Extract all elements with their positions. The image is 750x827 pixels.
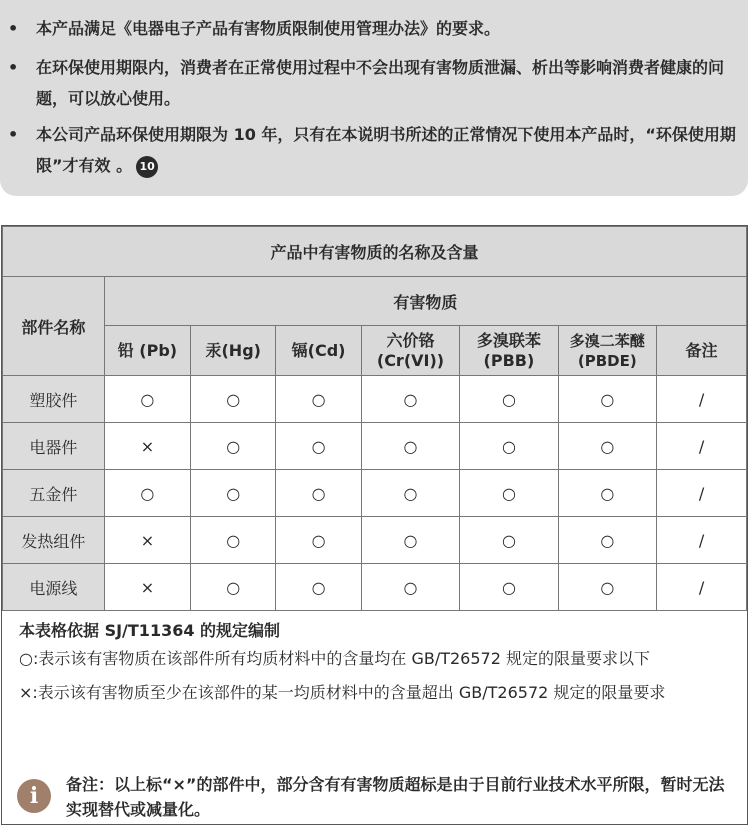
part-name: 塑胶件 — [3, 376, 105, 423]
substance-mark: ○ — [361, 376, 460, 423]
substance-mark: × — [104, 564, 190, 611]
hazardous-substances-panel — [1, 225, 748, 825]
substance-mark: ○ — [276, 564, 361, 611]
substance-mark: ○ — [191, 517, 276, 564]
column-header: 备注 — [657, 326, 747, 376]
substance-mark: ○ — [361, 423, 460, 470]
part-name: 发热组件 — [3, 517, 105, 564]
environmental-period-icon: 10 — [136, 156, 158, 178]
substance-mark: × — [104, 423, 190, 470]
substance-mark: ○ — [191, 564, 276, 611]
column-header: 多溴二苯醚 (PBDE) — [558, 326, 656, 376]
part-name-header: 部件名称 — [3, 277, 105, 376]
column-header: 六价铬 (Cr(VI)) — [361, 326, 460, 376]
column-header: 镉(Cd) — [276, 326, 361, 376]
circle-legend-note: ○:表示该有害物质在该部件所有均质材料中的含量均在 GB/T26572 规定的限量要求以下 — [19, 649, 650, 668]
substance-mark: ○ — [361, 517, 460, 564]
remark-mark: / — [657, 423, 747, 470]
substance-mark: ○ — [276, 423, 361, 470]
substance-mark: ○ — [558, 470, 656, 517]
column-header: 铅 (Pb) — [104, 326, 190, 376]
remark-mark: / — [657, 376, 747, 423]
remark-mark: / — [657, 470, 747, 517]
bullet-dot: • — [8, 125, 19, 144]
remark-mark: / — [657, 517, 747, 564]
substance-mark: × — [104, 517, 190, 564]
substance-mark: ○ — [104, 376, 190, 423]
table-footnotes — [19, 621, 734, 705]
bullet-dot: • — [8, 58, 19, 77]
substance-mark: ○ — [460, 517, 558, 564]
table-row — [3, 470, 747, 517]
substance-mark: ○ — [276, 470, 361, 517]
notice-text: 在环保使用期限内，消费者在正常使用过程中不会出现有害物质泄漏、析出等影响消费者健康的问题，可以放心使用。 — [36, 58, 725, 108]
substance-mark: ○ — [361, 470, 460, 517]
notice-text — [36, 119, 736, 181]
substance-mark: ○ — [558, 423, 656, 470]
table-row — [3, 423, 747, 470]
cross-legend-note: ×:表示该有害物质至少在该部件的某一均质材料中的含量超出 GB/T26572 规定的限量要求 — [19, 683, 666, 702]
substance-mark: ○ — [191, 376, 276, 423]
table-row — [3, 517, 747, 564]
notice-text: 本产品满足《电器电子产品有害物质限制使用管理办法》的要求。 — [36, 19, 501, 38]
substance-mark: ○ — [276, 376, 361, 423]
table-row — [3, 376, 747, 423]
substance-mark: ○ — [460, 564, 558, 611]
bullet-dot: • — [8, 19, 19, 38]
remark-mark: / — [657, 564, 747, 611]
notice-text-content: 本公司产品环保使用期限为 10 年，只有在本说明书所述的正常情况下使用本产品时，“环保使用期限”才有效 。 — [36, 125, 736, 175]
remark-note: 备注：以上标“×”的部件中，部分含有有害物质超标是由于目前行业技术水平所限，暂时无法实现替代或减量化。 — [66, 775, 725, 819]
table-row — [3, 564, 747, 611]
substance-mark: ○ — [191, 423, 276, 470]
substance-mark: ○ — [558, 376, 656, 423]
substance-mark: ○ — [558, 564, 656, 611]
compliance-notice — [0, 0, 748, 196]
info-icon: i — [17, 779, 51, 813]
part-name: 电器件 — [3, 423, 105, 470]
substance-mark: ○ — [460, 376, 558, 423]
hazardous-substance-header: 有害物质 — [104, 277, 746, 326]
hazardous-substances-table — [2, 226, 747, 611]
part-name: 五金件 — [3, 470, 105, 517]
substance-mark: ○ — [191, 470, 276, 517]
standard-basis-note: 本表格依据 SJ/T11364 的规定编制 — [19, 621, 281, 640]
substance-mark: ○ — [361, 564, 460, 611]
column-header: 汞(Hg) — [191, 326, 276, 376]
substance-mark: ○ — [460, 423, 558, 470]
substance-mark: ○ — [460, 470, 558, 517]
substance-mark: ○ — [558, 517, 656, 564]
part-name: 电源线 — [3, 564, 105, 611]
substance-mark: ○ — [276, 517, 361, 564]
substance-mark: ○ — [104, 470, 190, 517]
table-title: 产品中有害物质的名称及含量 — [3, 227, 747, 277]
column-header-row — [3, 326, 747, 376]
column-header: 多溴联苯 (PBB) — [460, 326, 558, 376]
